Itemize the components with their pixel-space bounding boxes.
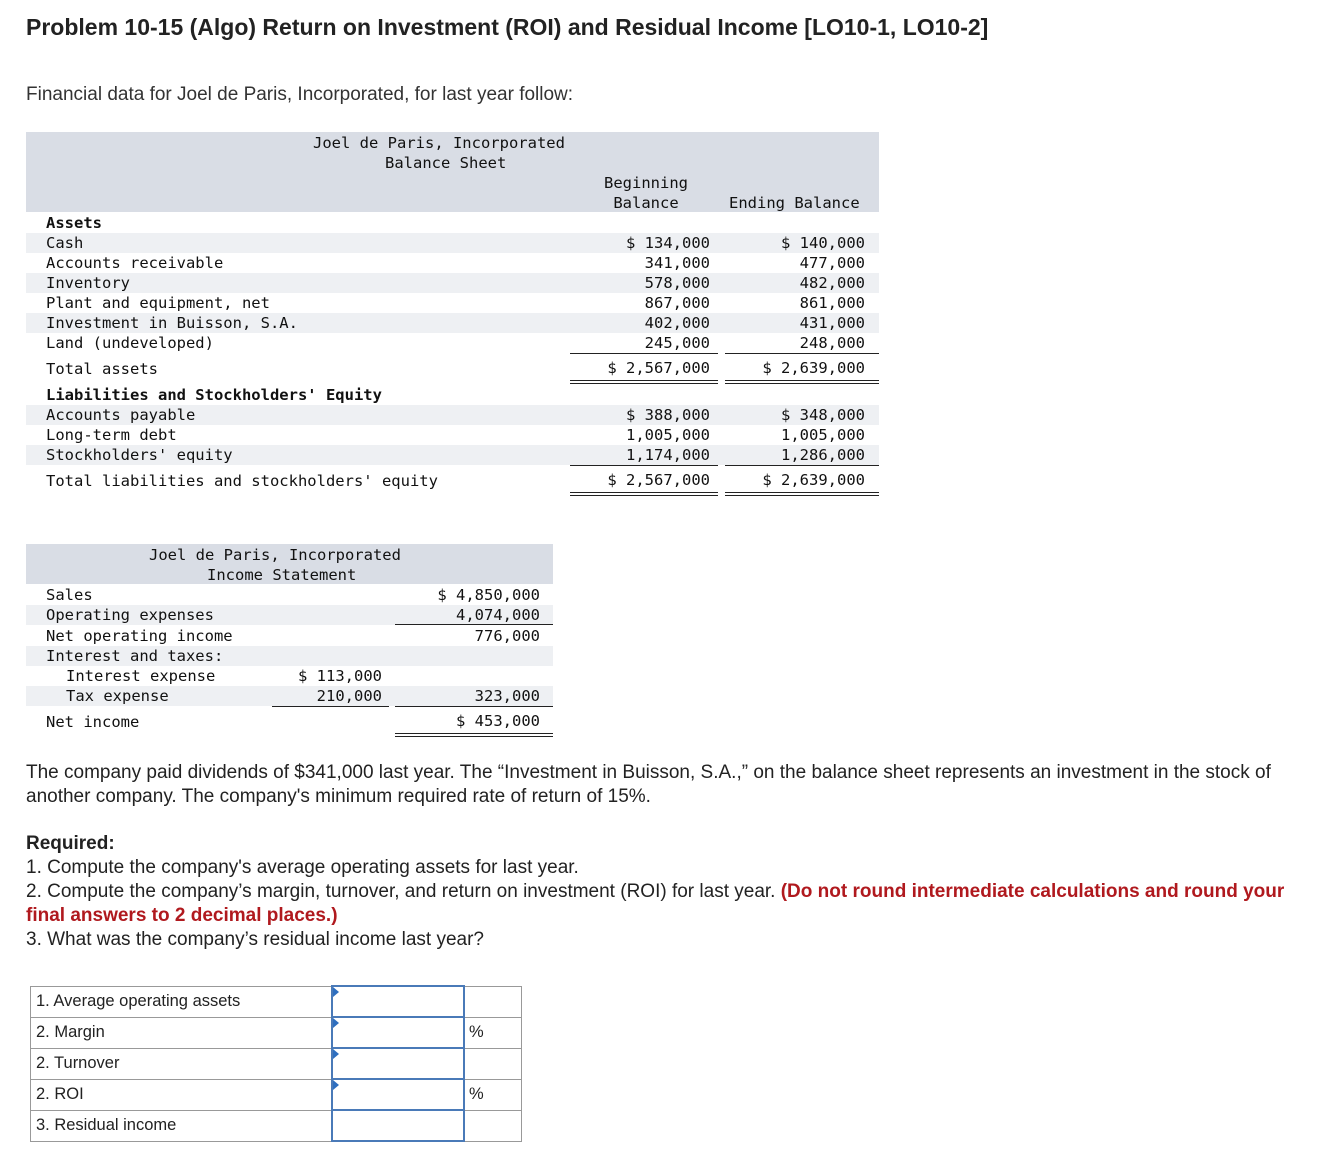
bs-company: Joel de Paris, Incorporated: [313, 134, 565, 152]
answer-label: 3. Residual income: [31, 1110, 333, 1141]
bs-liab-begin: 1,005,000: [626, 426, 710, 444]
required-item-1: 1. Compute the company's average operating assets for last year.: [26, 857, 579, 878]
bs-assets-heading: Assets: [46, 214, 102, 232]
bs-total-assets-end: $ 2,639,000: [762, 359, 865, 377]
answer-label: 2. Turnover: [31, 1048, 333, 1079]
bs-total-assets-label: Total assets: [46, 360, 158, 378]
bs-asset-begin: 402,000: [644, 314, 710, 332]
bs-asset-label: Inventory: [46, 274, 130, 292]
double-rule: [395, 733, 553, 734]
input-marker-icon: [333, 1080, 339, 1090]
bs-asset-begin: 245,000: [644, 334, 710, 352]
bs-total-liab-label: Total liabilities and stockholders' equity: [46, 472, 438, 490]
bs-liab-heading: Liabilities and Stockholders' Equity: [46, 386, 382, 404]
answer-row: [31, 1017, 522, 1048]
rule: [570, 353, 718, 354]
bs-col-beginning-1: Beginning: [604, 174, 688, 192]
bs-asset-end: $ 140,000: [781, 234, 865, 252]
bs-asset-label: Plant and equipment, net: [46, 294, 270, 312]
answer-label: 1. Average operating assets: [31, 986, 333, 1017]
input-marker-icon: [333, 987, 339, 997]
is-int-tax-label: Interest and taxes:: [46, 647, 224, 665]
is-net-income-label: Net income: [46, 713, 140, 731]
answer-unit: [464, 1110, 522, 1141]
description-paragraph: The company paid dividends of $341,000 last year. The “Investment in Buisson, S.A.,” on the balance sheet represents an investment in the stock of another company. The company's minimum required rate of return of 15%.: [26, 762, 1271, 807]
bs-liab-begin: 1,174,000: [626, 446, 710, 464]
double-rule: [395, 736, 553, 737]
bs-asset-end: 861,000: [799, 294, 865, 312]
bs-asset-begin: 341,000: [644, 254, 710, 272]
bs-liab-label: Stockholders' equity: [46, 446, 233, 464]
is-opex-value: 4,074,000: [456, 606, 540, 624]
is-interest-value: $ 113,000: [298, 667, 382, 685]
double-rule: [725, 380, 879, 381]
average-operating-assets-input[interactable]: [333, 987, 463, 1016]
bs-asset-label: Investment in Buisson, S.A.: [46, 314, 298, 332]
bs-statement: Balance Sheet: [385, 154, 507, 172]
double-rule: [570, 495, 718, 496]
required-section: [26, 832, 1311, 952]
bs-total-assets-begin: $ 2,567,000: [607, 359, 710, 377]
bs-col-ending: Ending Balance: [729, 194, 860, 212]
answer-unit: [464, 1048, 522, 1079]
page-title: Problem 10-15 (Algo) Return on Investment (ROI) and Residual Income [LO10-1, LO10-2]: [26, 14, 989, 40]
double-rule: [570, 492, 718, 493]
rule: [570, 465, 718, 466]
answer-row: [31, 1048, 522, 1079]
input-marker-icon: [333, 1049, 339, 1059]
answer-row: [31, 1079, 522, 1110]
answer-row: [31, 1110, 522, 1141]
bs-liab-end: $ 348,000: [781, 406, 865, 424]
is-company: Joel de Paris, Incorporated: [149, 546, 401, 564]
bs-asset-end: 248,000: [799, 334, 865, 352]
rule: [272, 706, 389, 707]
bs-asset-label: Cash: [46, 234, 84, 252]
residual-income-input[interactable]: [333, 1111, 463, 1140]
is-statement: Income Statement: [207, 566, 357, 584]
is-noi-label: Net operating income: [46, 627, 233, 645]
rule: [395, 706, 553, 707]
is-opex-label: Operating expenses: [46, 606, 214, 624]
answer-row: [31, 986, 522, 1017]
bs-asset-begin: $ 134,000: [626, 234, 710, 252]
required-heading: Required:: [26, 833, 115, 854]
bs-liab-end: 1,286,000: [781, 446, 865, 464]
required-item-2: [26, 880, 1311, 928]
bs-liab-end: 1,005,000: [781, 426, 865, 444]
is-sales-value: $ 4,850,000: [437, 586, 540, 604]
answer-label: 2. ROI: [31, 1079, 333, 1110]
bs-col-beginning-2: Balance: [613, 194, 679, 212]
answer-input-cell[interactable]: [332, 1110, 464, 1141]
bs-asset-end: 431,000: [799, 314, 865, 332]
required-item-2-note: (Do not round intermediate calculations and round your final answers to 2 decimal places.): [26, 881, 1285, 926]
answer-label: 2. Margin: [31, 1017, 333, 1048]
answer-unit: [464, 986, 522, 1017]
bs-total-liab-end: $ 2,639,000: [762, 471, 865, 489]
is-tax-label: Tax expense: [66, 687, 169, 705]
double-rule: [570, 380, 718, 381]
is-interest-label: Interest expense: [66, 667, 216, 685]
required-item-3: 3. What was the company’s residual income last year?: [26, 929, 484, 950]
bs-liab-label: Accounts payable: [46, 406, 196, 424]
answer-unit: %: [464, 1079, 522, 1110]
double-rule: [725, 383, 879, 384]
bs-asset-end: 482,000: [799, 274, 865, 292]
is-sales-label: Sales: [46, 586, 93, 604]
double-rule: [725, 495, 879, 496]
rule: [395, 624, 553, 625]
is-net-income-value: $ 453,000: [456, 712, 540, 730]
bs-total-liab-begin: $ 2,567,000: [607, 471, 710, 489]
answer-table: [30, 985, 522, 1142]
is-tax-total: 323,000: [474, 687, 540, 705]
required-item-2-text: 2. Compute the company’s margin, turnover, and return on investment (ROI) for last year.: [26, 881, 776, 902]
input-marker-icon: [333, 1018, 339, 1028]
bs-liab-label: Long-term debt: [46, 426, 177, 444]
is-tax-value: 210,000: [316, 687, 382, 705]
bs-asset-begin: 578,000: [644, 274, 710, 292]
double-rule: [570, 383, 718, 384]
rule: [725, 353, 879, 354]
margin-input[interactable]: [333, 1018, 463, 1047]
rule: [725, 465, 879, 466]
bs-asset-label: Accounts receivable: [46, 254, 224, 272]
answer-input-cell[interactable]: [332, 1017, 464, 1048]
answer-unit: %: [464, 1017, 522, 1048]
answer-input-cell[interactable]: [332, 1079, 464, 1110]
bs-asset-end: 477,000: [799, 254, 865, 272]
double-rule: [725, 492, 879, 493]
bs-asset-begin: 867,000: [644, 294, 710, 312]
bs-asset-label: Land (undeveloped): [46, 334, 214, 352]
intro-text: Financial data for Joel de Paris, Incorporated, for last year follow:: [26, 84, 574, 105]
answer-input-cell[interactable]: [332, 986, 464, 1017]
is-noi-value: 776,000: [474, 627, 540, 645]
turnover-input[interactable]: [333, 1049, 463, 1078]
bs-liab-begin: $ 388,000: [626, 406, 710, 424]
roi-input[interactable]: [333, 1080, 463, 1109]
answer-input-cell[interactable]: [332, 1048, 464, 1079]
